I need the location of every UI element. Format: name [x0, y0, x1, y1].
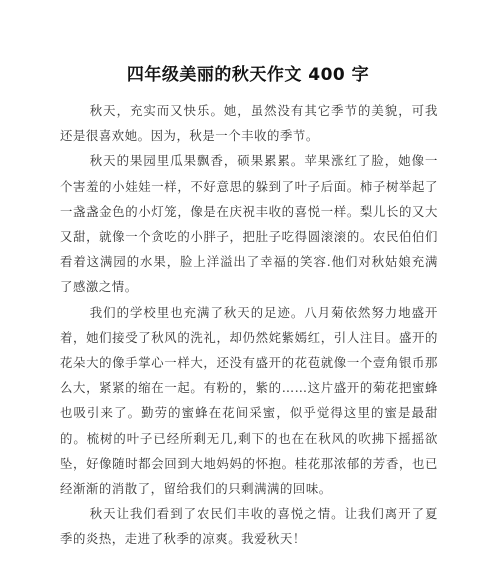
- document-title: 四年级美丽的秋天作文 400 字: [126, 65, 370, 85]
- paragraph-3: 我们的学校里也充满了秋天的足迹。八月菊依然努力地盛开着，她们接受了秋风的洗礼，却仍然姹紫嫣红，引人注目。盛开的花朵大的像手掌心一样大，还没有盛开的花苞就像一个壹角银币那么大，紧紧的缩在一起。有粉的，紫的……这片盛开的菊花把蜜蜂也吸引来了。勤劳的蜜蜂在花间采蜜，似乎觉得这里的蜜是最甜的。梳树的叶子已经所剩无几,剩下的也在在秋风的吹拂下摇摇欲坠，好像随时都会回到大地妈妈的怀抱。桂花那浓郁的芳香，也已经渐渐的消散了，留给我们的只剩满满的回味。: [60, 304, 438, 497]
- document-body: [60, 98, 438, 552]
- paragraph-1: 秋天，充实而又快乐。她，虽然没有其它季节的美貌，可我还是很喜欢她。因为，秋是一个丰收的季节。: [60, 103, 438, 144]
- paragraph-4: 秋天让我们看到了农民们丰收的喜悦之情。让我们离开了夏季的炎热，走进了秋季的凉爽。我爱秋天！: [60, 506, 438, 547]
- paragraph-2: 秋天的果园里瓜果飘香，硕果累累。苹果涨红了脸，她像一个害羞的小娃娃一样，不好意思的躲到了叶子后面。柿子树举起了一盏盏金色的小灯笼，像是在庆祝丰收的喜悦一样。梨儿长的又大又甜，就像一个贪吃的小胖子，把肚子吃得圆滚滚的。农民伯伯们看着这满园的水果，脸上洋溢出了幸福的笑容.他们对秋姑娘充满了感激之情。: [60, 153, 438, 295]
